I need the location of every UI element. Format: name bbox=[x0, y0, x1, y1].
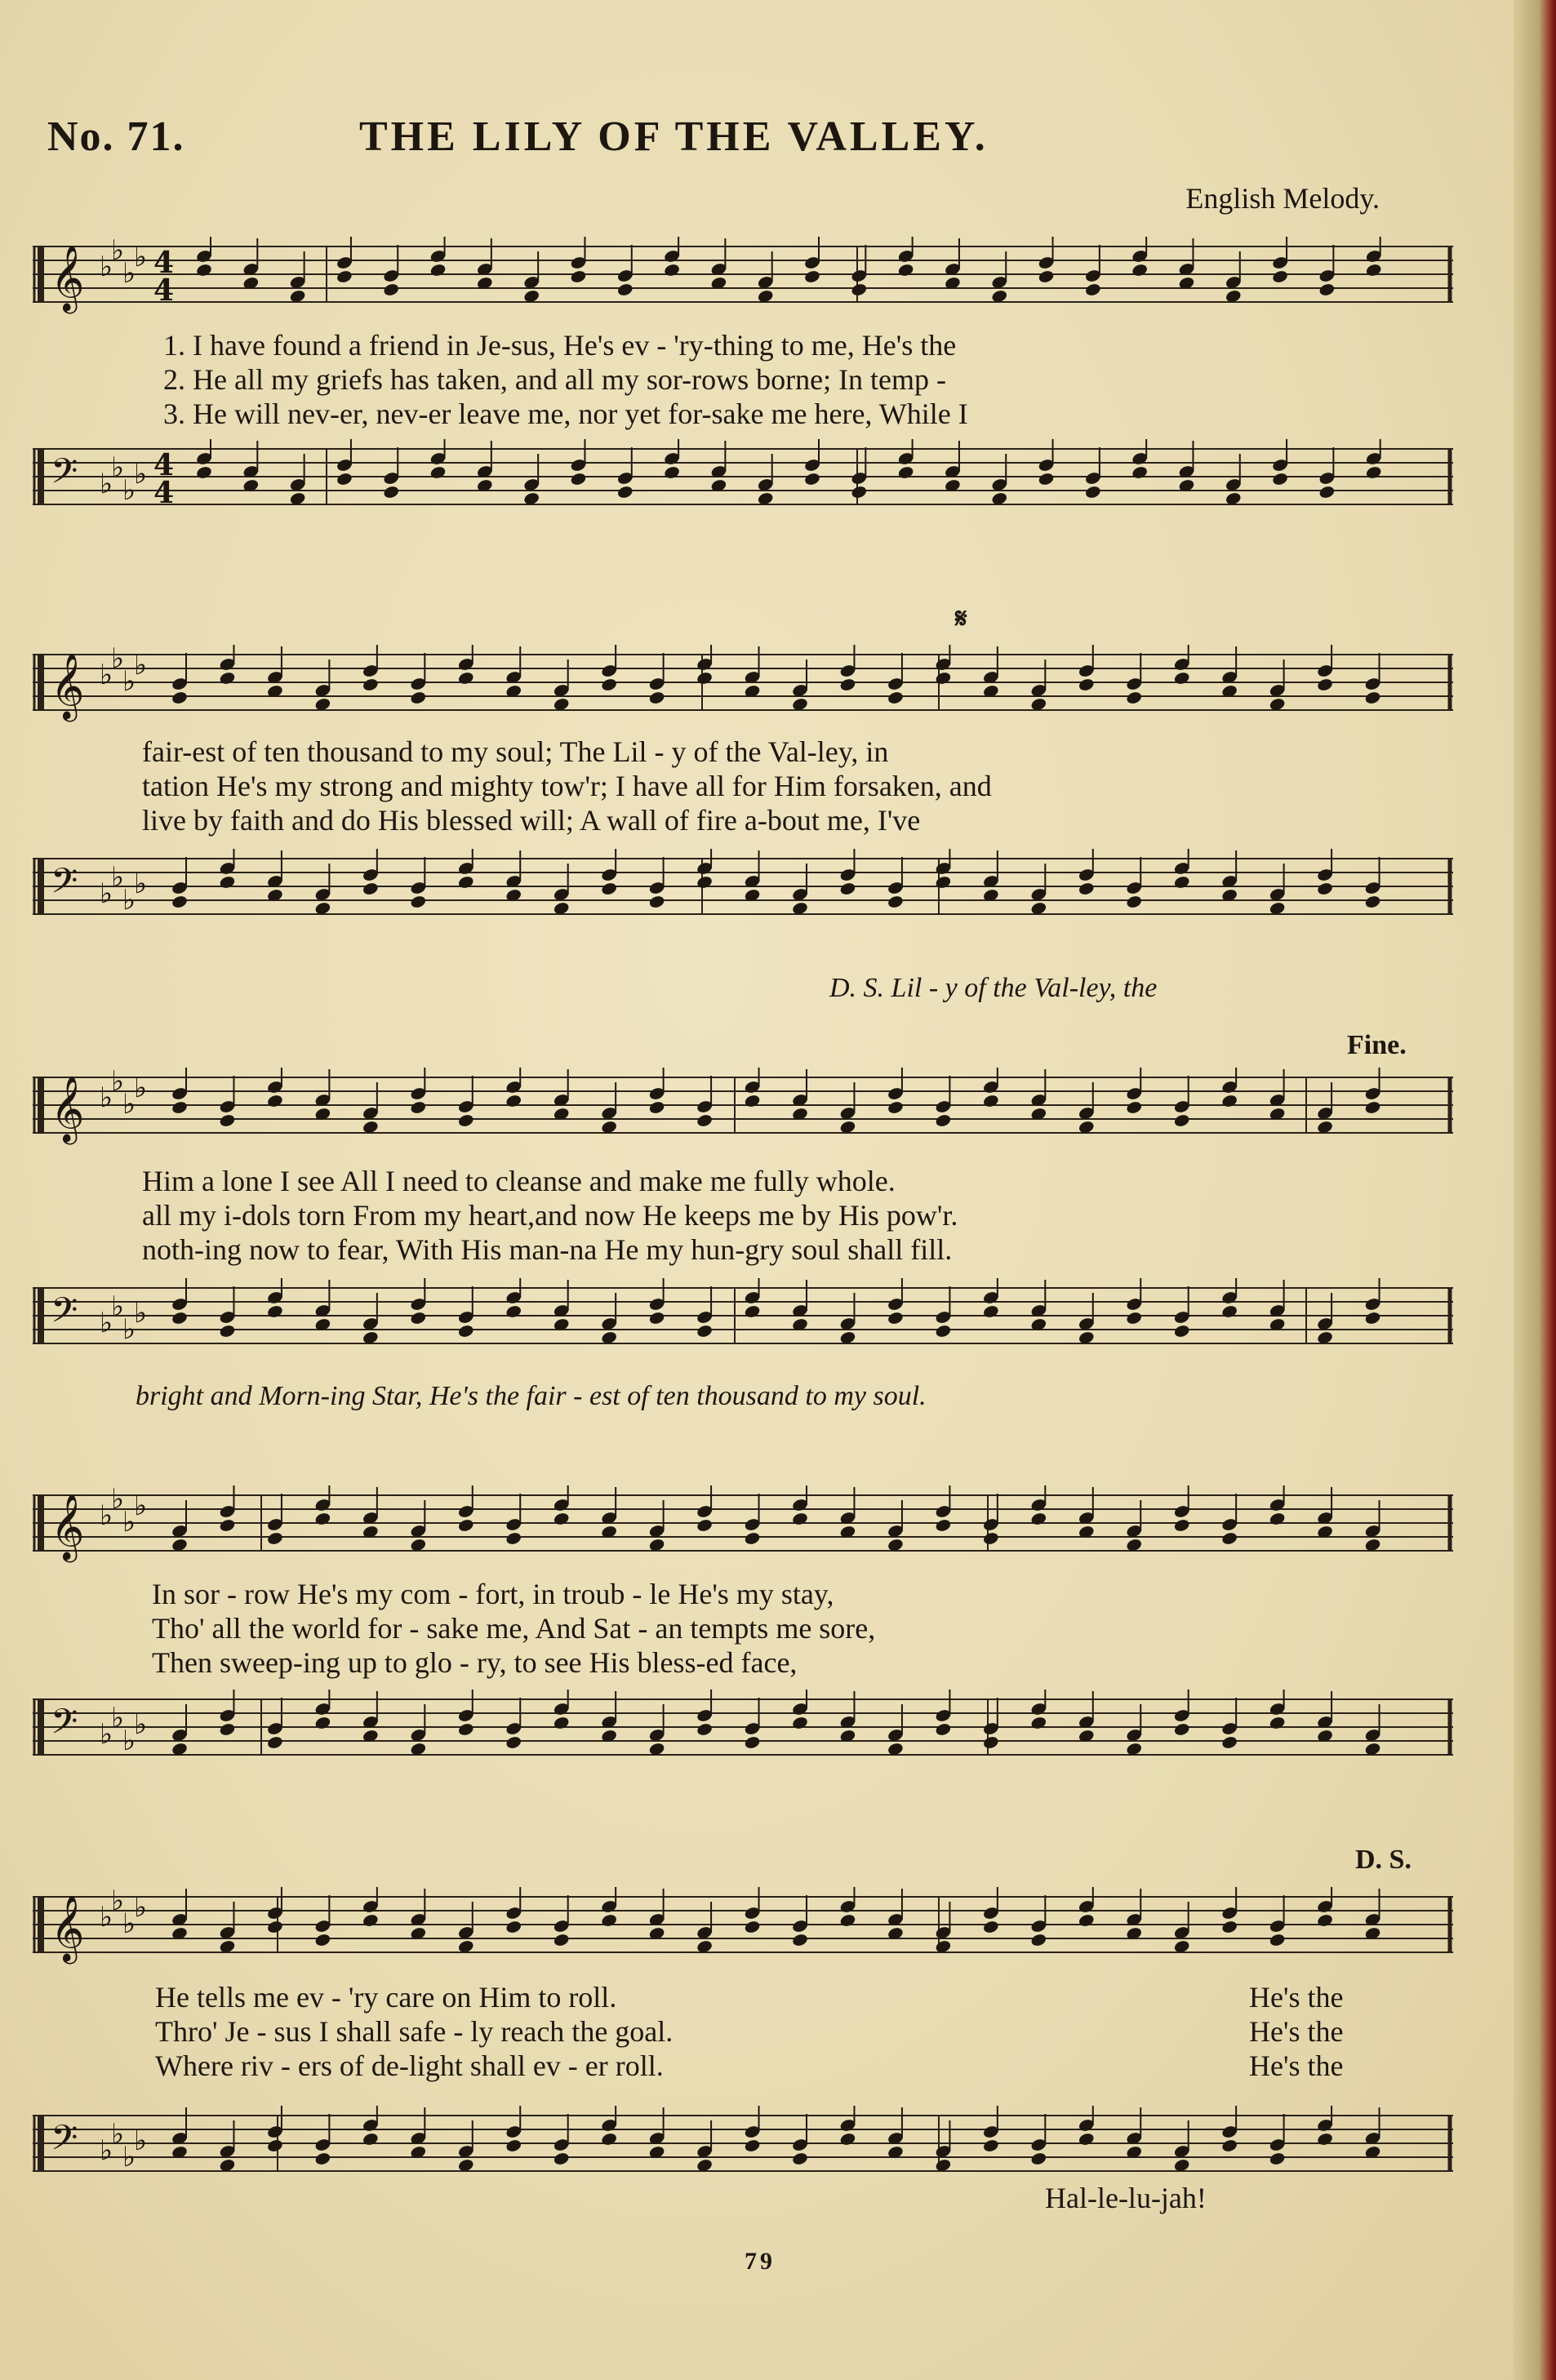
music-system-2 bbox=[33, 604, 1453, 1028]
treble-staff bbox=[33, 1485, 1453, 1567]
treble-clef-icon: 𝄞 bbox=[51, 1894, 85, 1961]
svg-text:♭: ♭ bbox=[122, 1506, 136, 1539]
svg-text:♭: ♭ bbox=[122, 1313, 136, 1346]
key-signature-flats bbox=[100, 2118, 147, 2174]
lyrics-block bbox=[163, 328, 1556, 431]
treble-staff bbox=[33, 1887, 1453, 1969]
hymn-number: No. 71. bbox=[47, 113, 185, 160]
svg-text:♭: ♭ bbox=[134, 1072, 148, 1104]
svg-text:♭: ♭ bbox=[100, 1081, 113, 1114]
key-signature-flats bbox=[100, 1887, 147, 1940]
staff-lines bbox=[33, 1897, 1453, 1952]
svg-text:♭: ♭ bbox=[111, 2118, 125, 2151]
verse-line: He tells me ev - 'ry care on Him to roll. bbox=[155, 1981, 617, 2014]
verse-line: live by faith and do His blessed will; A wall of fire a-bout me, I've bbox=[142, 804, 921, 837]
svg-text:♭: ♭ bbox=[100, 1499, 113, 1532]
bass-clef-icon: 𝄢 bbox=[51, 2118, 78, 2167]
svg-text:♭: ♭ bbox=[111, 1702, 125, 1734]
lyrics-block bbox=[142, 1164, 1556, 1267]
verse-line: tation He's my strong and mighty tow'r; I have all for Him forsaken, and bbox=[142, 770, 992, 802]
svg-text:♭: ♭ bbox=[111, 645, 125, 675]
bass-staff bbox=[33, 849, 1453, 930]
verse-line: Then sweep-ing up to glo - ry, to see His bless-ed face, bbox=[152, 1646, 798, 1679]
svg-text:♭: ♭ bbox=[134, 241, 148, 273]
music-system-4 bbox=[33, 1453, 1453, 1796]
svg-text:♭: ♭ bbox=[100, 251, 113, 283]
ds-marking: D. S. bbox=[1355, 1845, 1412, 1875]
verse-line: In sor - row He's my com - fort, in troub - le He's my stay, bbox=[152, 1578, 834, 1610]
key-signature-flats bbox=[100, 451, 147, 507]
time-signature bbox=[153, 448, 174, 510]
staff-lines bbox=[33, 655, 1453, 710]
svg-text:♭: ♭ bbox=[111, 861, 125, 894]
verse-line: noth-ing now to fear, With His man-na He my hun-gry soul shall fill. bbox=[142, 1233, 953, 1266]
verse-line: He's the bbox=[1249, 1981, 1344, 2014]
staff-lines bbox=[33, 859, 1453, 914]
svg-text:♭: ♭ bbox=[111, 237, 125, 267]
ds-refrain-text: D. S. Lil - y of the Val-ley, the bbox=[829, 973, 1158, 1003]
treble-staff bbox=[33, 237, 1453, 318]
verse-line: He's the bbox=[1249, 2015, 1344, 2048]
fine-marking: Fine. bbox=[1347, 1030, 1407, 1060]
svg-text:♭: ♭ bbox=[122, 665, 136, 698]
treble-clef-icon: 𝄞 bbox=[51, 652, 85, 719]
key-signature-flats bbox=[100, 1290, 147, 1346]
treble-clef-icon: 𝄞 bbox=[51, 1493, 85, 1560]
segno-sign: 𝄋 bbox=[955, 604, 967, 634]
svg-text:♭: ♭ bbox=[122, 2141, 136, 2174]
staff-lines bbox=[33, 1699, 1453, 1755]
verse-line: fair-est of ten thousand to my soul; The Lil - y of the Val-ley, in bbox=[142, 735, 889, 768]
svg-text:♭: ♭ bbox=[100, 1307, 113, 1339]
lyrics-block bbox=[152, 1577, 1556, 1680]
staff-lines bbox=[33, 1495, 1453, 1551]
hallelujah-lyric: Hal-le-lu-jah! bbox=[1045, 2182, 1207, 2214]
music-system-1 bbox=[33, 220, 1453, 547]
staff-lines bbox=[33, 1077, 1453, 1133]
svg-text:♭: ♭ bbox=[100, 1718, 113, 1751]
bass-staff bbox=[33, 1278, 1453, 1360]
page-number: 79 bbox=[745, 2248, 776, 2275]
staff-lines bbox=[33, 1288, 1453, 1343]
verse-line: 3. He will nev-er, nev-er leave me, nor yet for-sake me here, While I bbox=[163, 397, 968, 430]
svg-text:♭: ♭ bbox=[134, 1708, 148, 1741]
verse-line: Him a lone I see All I need to cleanse and make me fully whole. bbox=[142, 1165, 896, 1197]
svg-text:♭: ♭ bbox=[122, 1907, 136, 1940]
verse-line: 1. I have found a friend in Je-sus, He's ev - 'ry-thing to me, He's the bbox=[163, 329, 957, 362]
treble-clef-icon: 𝄞 bbox=[51, 1075, 85, 1142]
key-signature-flats bbox=[100, 645, 147, 698]
svg-text:♭: ♭ bbox=[100, 877, 113, 910]
refrain-pickup-lyrics bbox=[1249, 1980, 1412, 2083]
key-signature-flats bbox=[100, 1702, 147, 1757]
composer-credit: English Melody. bbox=[1185, 182, 1380, 215]
svg-text:♭: ♭ bbox=[122, 474, 136, 507]
key-signature-flats bbox=[100, 1485, 147, 1539]
music-system-3 bbox=[33, 1030, 1453, 1438]
svg-text:♭: ♭ bbox=[134, 649, 148, 682]
treble-staff bbox=[33, 1068, 1453, 1149]
bass-clef-icon: 𝄢 bbox=[51, 451, 78, 500]
lyrics-block bbox=[142, 735, 1556, 837]
svg-text:♭: ♭ bbox=[100, 2134, 113, 2167]
svg-text:♭: ♭ bbox=[100, 659, 113, 691]
svg-text:♭: ♭ bbox=[134, 1490, 148, 1522]
svg-text:♭: ♭ bbox=[111, 1290, 125, 1323]
svg-text:♭: ♭ bbox=[111, 1887, 125, 1917]
staff-lines bbox=[33, 2116, 1453, 2171]
svg-text:♭: ♭ bbox=[122, 1088, 136, 1121]
svg-text:4: 4 bbox=[153, 273, 175, 308]
svg-text:♭: ♭ bbox=[122, 257, 136, 290]
verse-line: Thro' Je - sus I shall safe - ly reach the goal. bbox=[155, 2015, 674, 2048]
svg-text:♭: ♭ bbox=[134, 1891, 148, 1924]
key-signature-flats bbox=[100, 861, 147, 917]
verse-line: Tho' all the world for - sake me, And Sat - an tempts me sore, bbox=[152, 1612, 876, 1645]
svg-text:♭: ♭ bbox=[134, 1297, 148, 1330]
svg-text:♭: ♭ bbox=[100, 1901, 113, 1934]
verse-line: Where riv - ers of de-light shall ev - er roll. bbox=[155, 2049, 664, 2082]
music-system-5 bbox=[33, 1845, 1453, 2220]
treble-clef-icon: 𝄞 bbox=[51, 244, 85, 311]
bass-clef-icon: 𝄢 bbox=[51, 1290, 78, 1339]
svg-text:4: 4 bbox=[153, 246, 175, 280]
hymn-title: THE LILY OF THE VALLEY. bbox=[359, 113, 989, 160]
svg-text:♭: ♭ bbox=[134, 2125, 148, 2157]
svg-text:♭: ♭ bbox=[134, 458, 148, 491]
treble-staff bbox=[33, 645, 1453, 726]
svg-text:♭: ♭ bbox=[100, 468, 113, 500]
svg-text:4: 4 bbox=[153, 476, 175, 510]
svg-text:♭: ♭ bbox=[134, 868, 148, 900]
refrain-underlay-text: bright and Morn-ing Star, He's the fair - est of ten thousand to my soul. bbox=[136, 1381, 927, 1411]
bass-staff bbox=[33, 2106, 1453, 2187]
svg-text:♭: ♭ bbox=[111, 1068, 125, 1098]
svg-text:♭: ♭ bbox=[122, 1725, 136, 1757]
bass-clef-icon: 𝄢 bbox=[51, 1702, 78, 1751]
svg-text:♭: ♭ bbox=[111, 451, 125, 484]
svg-text:♭: ♭ bbox=[122, 884, 136, 917]
svg-text:4: 4 bbox=[153, 448, 175, 482]
key-signature-flats bbox=[100, 237, 147, 290]
time-signature bbox=[153, 246, 174, 308]
verse-line: He's the bbox=[1249, 2049, 1344, 2082]
verse-line: all my i-dols torn From my heart,and now He keeps me by His pow'r. bbox=[142, 1199, 958, 1232]
verse-line: 2. He all my griefs has taken, and all my sor-rows borne; In temp - bbox=[163, 363, 947, 396]
bass-staff bbox=[33, 1690, 1453, 1771]
bass-clef-icon: 𝄢 bbox=[51, 861, 78, 910]
svg-text:♭: ♭ bbox=[111, 1485, 125, 1516]
bass-staff bbox=[33, 439, 1453, 521]
key-signature-flats bbox=[100, 1068, 147, 1121]
